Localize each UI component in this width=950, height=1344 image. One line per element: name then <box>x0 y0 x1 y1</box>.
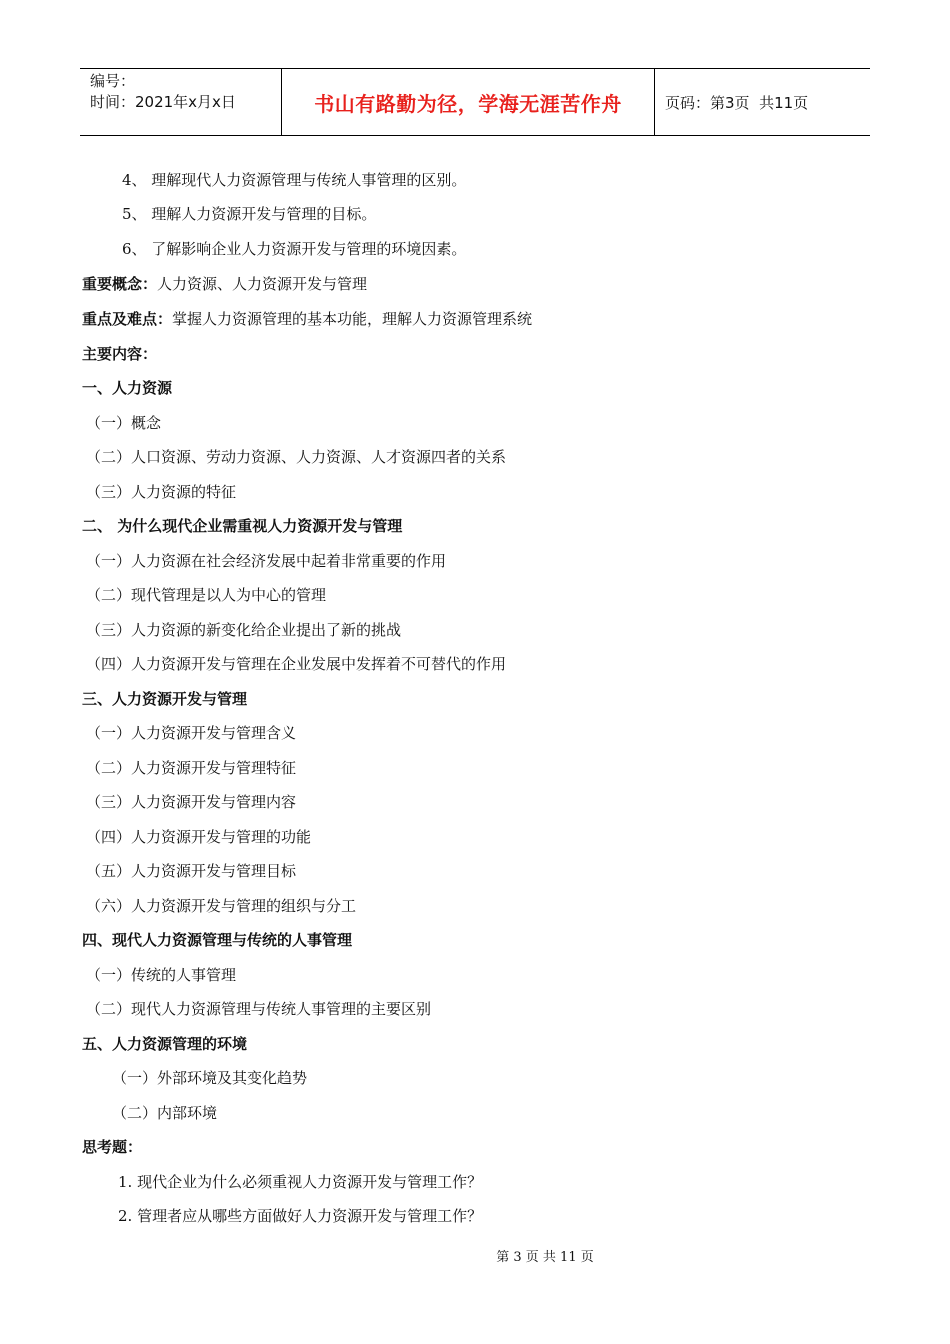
key-concepts-text: 人力资源、人力资源开发与管理 <box>157 275 368 293</box>
section-heading: 二、 为什么现代企业需重视人力资源开发与管理 <box>82 517 403 535</box>
page-info-text: 页码：第3页 共11页 <box>665 93 809 112</box>
key-points <box>82 309 532 329</box>
key-points-text: 掌握人力资源管理的基本功能，理解人力资源管理系统 <box>172 310 533 328</box>
list-item: （二）现代管理是以人为中心的管理 <box>86 586 327 604</box>
question-item: 2. 管理者应从哪些方面做好人力资源开发与管理工作？ <box>118 1207 483 1225</box>
list-item: （一）传统的人事管理 <box>86 966 237 984</box>
footer-page-number: 第 3 页 共 11 页 <box>496 1250 594 1265</box>
list-item: （二）现代人力资源管理与传统人事管理的主要区别 <box>86 1000 432 1018</box>
list-item: （三）人力资源开发与管理内容 <box>86 793 297 811</box>
header-page-info <box>655 69 870 135</box>
section-heading: 一、人力资源 <box>82 379 173 397</box>
list-item: （一）概念 <box>86 414 162 432</box>
list-item: （二）内部环境 <box>112 1104 218 1122</box>
list-item: （三）人力资源的特征 <box>86 483 237 501</box>
header-motto: 书山有路勤为径，学海无涯苦作舟 <box>282 69 655 135</box>
list-item: （三）人力资源的新变化给企业提出了新的挑战 <box>86 621 402 639</box>
header-meta <box>80 69 282 135</box>
list-item: （二）人口资源、劳动力资源、人力资源、人才资源四者的关系 <box>86 448 507 466</box>
list-item: （四）人力资源开发与管理的功能 <box>86 828 312 846</box>
main-content-label: 主要内容： <box>82 345 158 363</box>
list-item: （六）人力资源开发与管理的组织与分工 <box>86 897 357 915</box>
objective-item: 4、 理解现代人力资源管理与传统人事管理的区别。 <box>122 171 467 189</box>
key-concepts-label: 重要概念： <box>82 275 158 293</box>
page-footer <box>0 1246 950 1265</box>
list-item: （一）人力资源开发与管理含义 <box>86 724 297 742</box>
list-item: （四）人力资源开发与管理在企业发展中发挥着不可替代的作用 <box>86 655 507 673</box>
number-label: 编号： <box>90 72 136 90</box>
questions-label: 思考题： <box>82 1138 143 1156</box>
list-item: （二）人力资源开发与管理特征 <box>86 759 297 777</box>
list-item: （五）人力资源开发与管理目标 <box>86 862 297 880</box>
list-item: （一）人力资源在社会经济发展中起着非常重要的作用 <box>86 552 447 570</box>
objective-item: 5、 理解人力资源开发与管理的目标。 <box>122 205 377 223</box>
time-label: 时间：2021年x月x日 <box>90 93 236 111</box>
section-heading: 五、人力资源管理的环境 <box>82 1035 248 1053</box>
question-item: 1. 现代企业为什么必须重视人力资源开发与管理工作？ <box>118 1173 483 1191</box>
document-header <box>80 68 870 136</box>
section-heading: 四、现代人力资源管理与传统的人事管理 <box>82 931 353 949</box>
objective-item: 6、 了解影响企业人力资源开发与管理的环境因素。 <box>122 240 467 258</box>
section-heading: 三、人力资源开发与管理 <box>82 690 248 708</box>
list-item: （一）外部环境及其变化趋势 <box>112 1069 308 1087</box>
key-concepts <box>82 274 367 294</box>
key-points-label: 重点及难点： <box>82 310 173 328</box>
